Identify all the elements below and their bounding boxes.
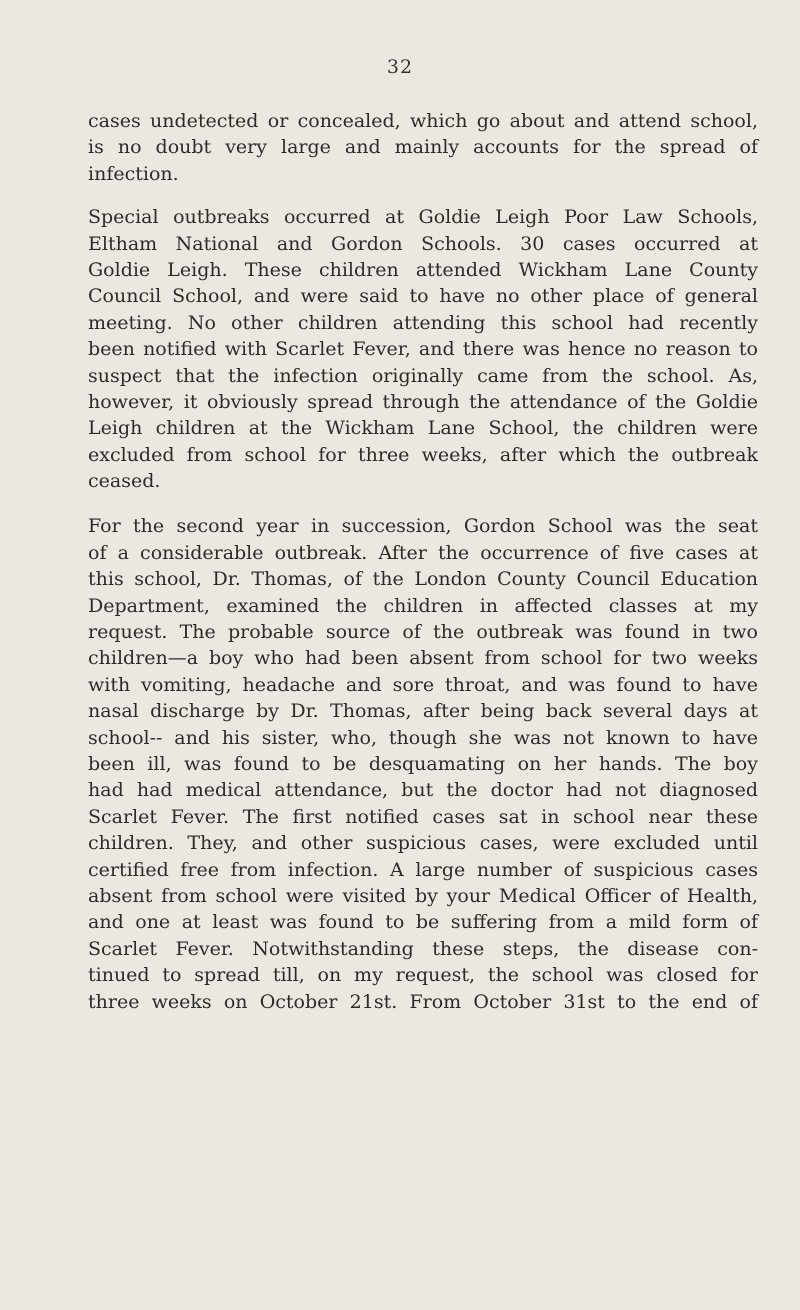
text-line: excluded from school for three weeks, after which the outbreak — [88, 443, 758, 466]
text-line: is no doubt very large and mainly accounts for the spread of — [88, 136, 758, 159]
text-line: been notified with Scarlet Fever, and there was hence no reason to — [88, 338, 758, 361]
text-line: nasal discharge by Dr. Thomas, after being back several days at — [88, 700, 758, 723]
text-line: had had medical attendance, but the doctor had not diagnosed — [88, 779, 758, 802]
text-line: certified free from infection. A large number of suspicious cases — [88, 858, 758, 881]
text-line: infection. — [88, 162, 179, 185]
text-line: been ill, was found to be desquamating on her hands. The boy — [88, 752, 758, 775]
text-line: Scarlet Fever. Notwithstanding these steps, the disease con- — [88, 937, 758, 960]
page-number: 32 — [386, 56, 414, 78]
text-line: suspect that the infection originally came from the school. As, — [88, 364, 758, 387]
paragraph-3 — [88, 513, 758, 1014]
text-line: cases undetected or concealed, which go about and attend school, — [88, 110, 758, 132]
text-line: Leigh children at the Wickham Lane School, the children were — [88, 417, 758, 440]
text-line: Special outbreaks occurred at Goldie Leigh Poor Law Schools, — [88, 206, 758, 229]
text-line: Eltham National and Gordon Schools. 30 cases occurred at — [88, 232, 758, 255]
text-line: Council School, and were said to have no other place of general — [88, 285, 758, 308]
paragraph-1 — [88, 108, 758, 187]
text-line: Department, examined the children in affected classes at my — [88, 594, 758, 617]
text-line: Goldie Leigh. These children attended Wickham Lane County — [88, 258, 758, 281]
text-line: and one at least was found to be suffering from a mild form of — [88, 911, 758, 934]
text-line: school-- and his sister, who, though she was not known to have — [88, 726, 758, 749]
text-line: with vomiting, headache and sore throat, and was found to have — [88, 673, 758, 696]
text-line: request. The probable source of the outbreak was found in two — [88, 621, 758, 644]
text-line: tinued to spread till, on my request, the school was closed for — [88, 964, 758, 987]
text-line: For the second year in succession, Gordon School was the seat — [88, 515, 758, 538]
text-line: children—a boy who had been absent from school for two weeks — [88, 647, 758, 670]
text-line: this school, Dr. Thomas, of the London County Council Education — [88, 568, 758, 591]
text-line: children. They, and other suspicious cases, were excluded until — [88, 832, 758, 855]
text-line: however, it obviously spread through the attendance of the Goldie — [88, 390, 758, 413]
paragraph-2 — [88, 204, 758, 494]
text-line: meeting. No other children attending this school had recently — [88, 311, 758, 334]
text-line: Scarlet Fever. The first notified cases sat in school near these — [88, 805, 758, 828]
text-line: ceased. — [88, 470, 161, 493]
text-line: absent from school were visited by your Medical Officer of Health, — [88, 884, 758, 907]
text-line: of a considerable outbreak. After the occurrence of five cases at — [88, 541, 758, 564]
text-line: three weeks on October 21st. From October 31st to the end of — [88, 990, 758, 1013]
body-text — [88, 108, 758, 1015]
